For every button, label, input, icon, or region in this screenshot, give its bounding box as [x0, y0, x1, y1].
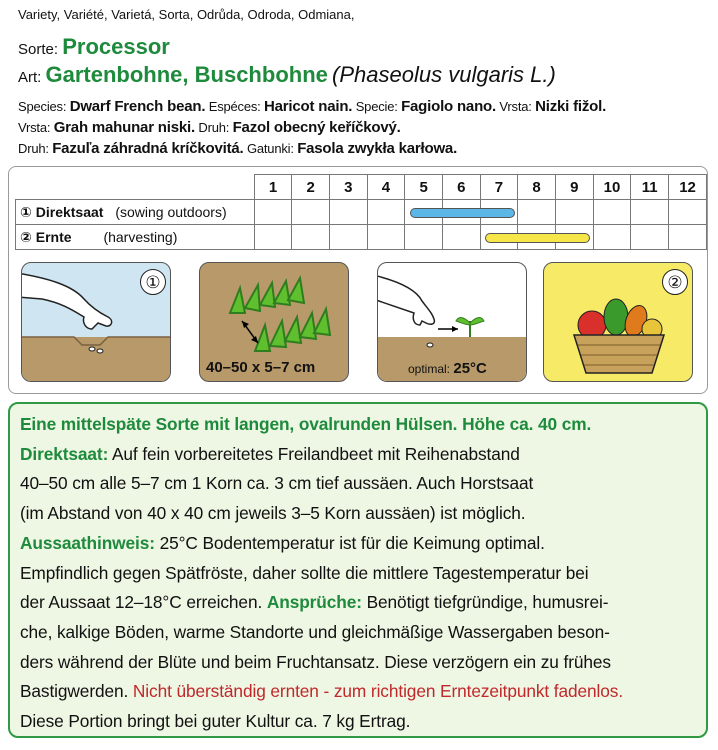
description-line	[20, 529, 696, 559]
optimal-temperature-value: 25°C	[453, 360, 487, 377]
month-cell	[405, 225, 443, 250]
species-name: Gartenbohne, Buschbohne	[45, 62, 328, 87]
description-intro: Eine mittelspäte Sorte mit langen, ovalrunden Hülsen. Höhe ca. 40 cm.	[20, 414, 592, 434]
month-header: 10	[593, 175, 631, 200]
month-cell	[669, 200, 707, 225]
month-header: 5	[405, 175, 443, 200]
translation-value: Fagiolo nano.	[401, 98, 496, 115]
month-cell	[367, 225, 405, 250]
calendar-month-row	[16, 175, 707, 200]
month-header: 8	[518, 175, 556, 200]
translation-value: Grah mahunar niski.	[53, 119, 195, 136]
month-cell	[631, 225, 669, 250]
description-line: Empfindlich gegen Spätfröste, daher sollte die mittlere Tagestemperatur bei	[20, 562, 589, 583]
optimal-temperature	[408, 360, 487, 377]
translation-value: Nizki fižol.	[535, 98, 607, 115]
variety-line: Variety, Variété, Varietá, Sorta, Odrůda, Odroda, Odmiana,	[18, 7, 355, 22]
spacing-label: 40–50 x 5–7 cm	[206, 359, 316, 376]
description-text: der Aussaat 12–18°C erreichen.	[20, 592, 267, 613]
month-cell	[367, 200, 405, 225]
step-2-badge: ②	[662, 269, 688, 295]
variety-name: Processor	[62, 34, 170, 59]
month-header: 9	[555, 175, 593, 200]
month-header: 4	[367, 175, 405, 200]
harvest-pictogram	[543, 262, 693, 382]
translation-label: Druh:	[18, 141, 49, 156]
description-line	[20, 677, 696, 707]
direktsaat-heading: Direktsaat:	[20, 443, 109, 464]
art-label: Art:	[18, 69, 42, 86]
month-header: 11	[631, 175, 669, 200]
description-line	[20, 440, 696, 470]
month-header: 1	[254, 175, 292, 200]
month-cell	[593, 225, 631, 250]
description-line: (im Abstand von 40 x 40 cm jeweils 3–5 Korn aussäen) ist möglich.	[20, 503, 526, 524]
step-number: ①	[20, 203, 32, 220]
harvest-period-bar	[485, 233, 590, 243]
calendar-row-label	[16, 200, 255, 225]
calendar-row-sowing	[16, 200, 707, 225]
translation-value: Fazol obecný keříčkový.	[232, 119, 401, 136]
month-header: 12	[669, 175, 707, 200]
month-cell	[292, 225, 330, 250]
calendar-row-harvest	[16, 225, 707, 250]
month-cell	[593, 200, 631, 225]
translation-value: Haricot nain.	[264, 98, 353, 115]
month-header: 6	[442, 175, 480, 200]
description-line: 40–50 cm alle 5–7 cm 1 Korn ca. 3 cm tief aussäen. Auch Horstsaat	[20, 473, 534, 494]
sowing-calendar	[15, 174, 707, 250]
description-line: Diese Portion bringt bei guter Kultur ca. 7 kg Ertrag.	[20, 711, 411, 732]
translation-label: Druh:	[198, 120, 230, 135]
step-number: ②	[20, 228, 32, 245]
cultivation-description	[8, 402, 708, 738]
month-cell	[555, 200, 593, 225]
optimal-label: optimal:	[408, 362, 451, 376]
row-name: Direktsaat	[35, 203, 104, 220]
description-text: Benötigt tiefgründige, humusrei-	[361, 592, 609, 613]
month-cell	[669, 225, 707, 250]
month-cell	[442, 225, 480, 250]
species-latin-name: (Phaseolus vulgaris L.)	[332, 62, 556, 87]
translation-value: Fazuľa záhradná kríčkovitá.	[52, 140, 244, 157]
calendar-corner	[16, 175, 255, 200]
translation-label: Gatunki:	[246, 141, 294, 156]
translation-label: Species:	[18, 99, 67, 114]
translation-value: Fasola zwykła karłowa.	[297, 140, 458, 157]
description-line: che, kalkige Böden, warme Standorte und gleichmäßige Wassergaben beson-	[20, 621, 610, 642]
description-line: ders während der Blüte und beim Fruchtansatz. Diese verzögern ein zu frühes	[20, 651, 611, 672]
sorte-label: Sorte:	[18, 41, 59, 58]
description-line	[20, 588, 696, 618]
translation-label: Espéces:	[208, 99, 261, 114]
ansprueche-heading: Ansprüche:	[266, 592, 362, 613]
month-cell	[254, 225, 292, 250]
month-header: 2	[292, 175, 330, 200]
translation-label: Vrsta:	[18, 120, 51, 135]
row-name: Ernte	[35, 228, 72, 245]
variety-name-line	[18, 34, 710, 60]
row-english: (harvesting)	[103, 228, 178, 245]
translation-value: Dwarf French bean.	[69, 98, 206, 115]
species-translations-1	[18, 98, 710, 115]
translation-label: Specie:	[355, 99, 398, 114]
species-translations-3	[18, 140, 710, 157]
month-cell	[329, 200, 367, 225]
description-text: 25°C Bodentemperatur ist für die Keimung optimal.	[154, 532, 545, 553]
aussaathinweis-heading: Aussaathinweis:	[20, 532, 155, 553]
step-1-badge: ①	[140, 269, 166, 295]
month-cell	[254, 200, 292, 225]
month-cell	[329, 225, 367, 250]
calendar-panel	[8, 166, 708, 394]
species-translations-2	[18, 119, 710, 136]
description-text: Bastigwerden.	[20, 681, 133, 702]
month-header: 3	[329, 175, 367, 200]
sowing-period-bar	[410, 208, 515, 218]
description-text: Auf fein vorbereitetes Freilandbeet mit Reihenabstand	[108, 443, 520, 464]
month-header: 7	[480, 175, 518, 200]
row-english: (sowing outdoors)	[115, 203, 227, 220]
month-cell	[631, 200, 669, 225]
sowing-pictogram	[21, 262, 171, 382]
germination-pictogram	[377, 262, 527, 382]
calendar-row-label	[16, 225, 255, 250]
harvest-warning: Nicht überständig ernten - zum richtigen Erntezeitpunkt fadenlos.	[132, 681, 624, 702]
translation-label: Vrsta:	[499, 99, 532, 114]
month-cell	[292, 200, 330, 225]
species-name-line	[18, 62, 710, 88]
month-cell	[518, 200, 556, 225]
spacing-pictogram	[199, 262, 349, 382]
